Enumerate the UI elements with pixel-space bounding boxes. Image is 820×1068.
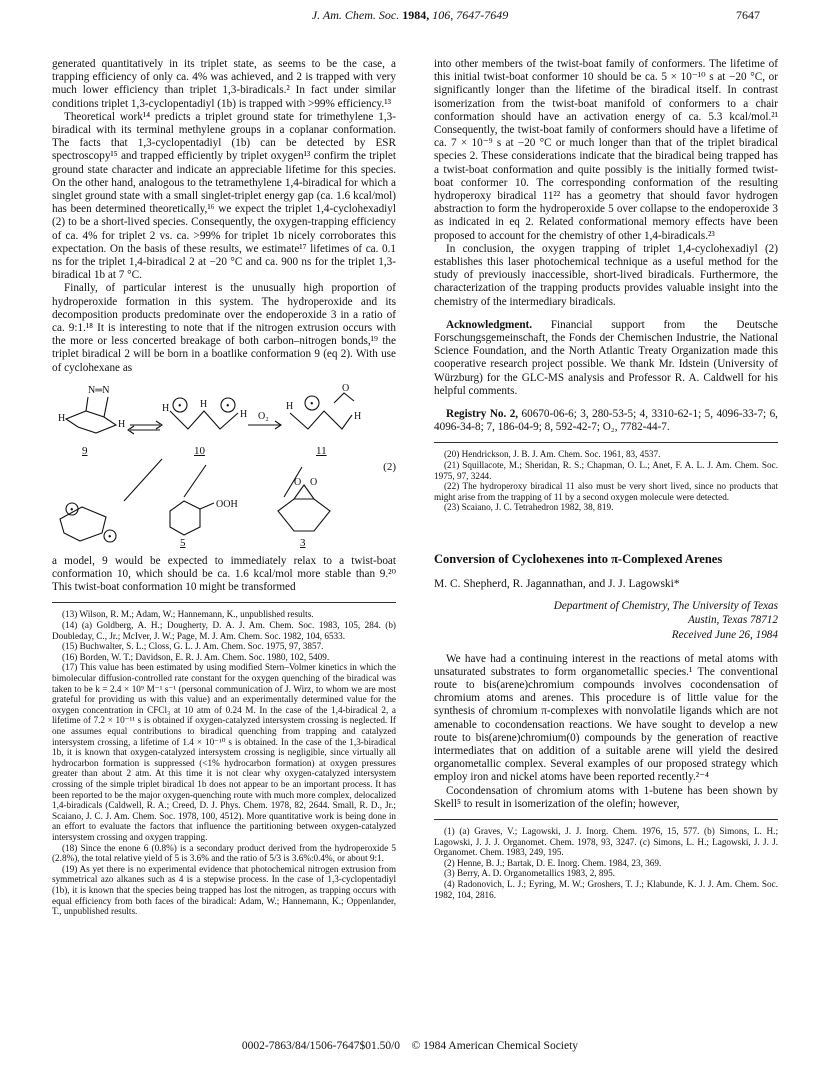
left-footnotes [52,609,396,916]
o-label-3b: O [310,476,318,488]
article-footnote-1: (1) (a) Graves, V.; Lagowski, J. J. Inorg. Chem. 1976, 15, 577. (b) Simons, L. H.; Lagowski, J. J. J. Organomet. Chem. 1978, 93, 3247. (c) Simons, L. H.; Lagowski, J. J. J. Organomet. Chem. 1983, 249, 195. [434,826,778,858]
label-compound-3: 3 [300,536,306,549]
footnote-13: (13) Wilson, R. M.; Adam, W.; Hannemann, K., unpublished results. [62,609,314,620]
journal-volume-pages: 106, 7647-7649 [432,8,509,22]
left-paragraph-2: Theoretical work¹⁴ predicts a triplet ground state for trimethylene 1,3-biradical with its terminal methylene groups in a coplanar conformation. The facts that 1,3-cyclopentadiyl (1b) can be detected by ESR spectroscopy¹⁵ and trapped efficiently by triplet oxygen¹³ confirm the triplet ground state character and indicate an appreciable lifetime for this species. On the other hand, analogous to the tetramethylene 1,4-biradical for which a singlet ground state with a small singlet-triplet energy gap (ca. 1.6 kcal/mol) has been determined theoretically,¹⁶ we expect the triplet 1,4-cyclohexadiyl (2) to be a short-lived species. Consequently, the oxygen-trapping efficiency of ca. 4% for triplet 2 vs. ca. >99% for triplet 1b nicely corroborates this expectation. On the basis of these results, we estimate¹⁷ lifetimes of ca. 0.1 ns for the triplet 1,4-biradical 2 at −20 °C and ca. 900 ns for the triplet 1,3-biradical 1b at 7 °C. [52,110,396,282]
article-footnote-4: (4) Radonovich, L. J.; Eyring, M. W.; Groshers, T. J.; Klabunde, K. J. J. Am. Chem. Soc. 1982, 104, 2816. [434,879,778,900]
left-paragraph-4: a model, 9 would be expected to immediately relax to a twist-boat conformation 10, which should be ca. 1.6 kcal/mol more stable than 9.²⁰ This twist-boat conformation 10 might be transformed [52,554,396,594]
article-paragraph-2: Cocondensation of chromium atoms with 1-butene has been shown by Skell⁵ to result in isomerization of the olefin; however, [434,784,778,810]
ooh-label: OOH [216,498,238,510]
article-title: Conversion of Cyclohexenes into π-Complexed Arenes [434,552,723,567]
acknowledgment-label: Acknowledgment. [446,318,533,331]
radical-dot-10a: • [178,400,182,412]
molecule-11-peroxy [334,393,354,403]
journal-year: 1984, [402,8,430,22]
footnote-22: (22) The hydroperoxy biradical 11 also must be very short lived, since no products that might arise from the trapping of 11 by a second oxygen molecule were detected. [434,481,778,502]
label-compound-11: 11 [316,444,327,457]
affiliation-line-2: Austin, Texas 78712 [687,614,778,627]
h-label-11a: H [286,400,294,412]
molecule-11-chain [290,411,352,429]
right-paragraph-2: In conclusion, the oxygen trapping of triplet 1,4-cyclohexadiyl (2) establishes this laser photochemical technique as a useful method for the study of previously inaccessible, short-lived biradicals. Furthermore, the characterization of the trapping products provides valuable insight into the chemistry of the intermediary biradicals. [434,242,778,308]
acknowledgment [434,319,778,398]
footnote-14: (14) (a) Goldberg, A. H.; Dougherty, D. A. J. Am. Chem. Soc. 1983, 105, 284. (b) Doubleday, C., Jr.; McIver, J. W.; Page, M. J. Am. Chem. Soc. 1982, 104, 6533. [52,620,396,641]
molecule-9-ring [66,411,116,433]
registry-text: 60670-06-6; 3, 280-53-5; 4, 3310-62-1; 5, 4096-33-7; 6, 4096-34-8; 7, 186-04-9; 8, 592-42-7; O₂, 7782-44-7. [434,408,778,434]
footer-copyright: © 1984 American Chemical Society [411,1040,579,1052]
acknowledgment-text: Financial support from the Deutsche Forschungsgemeinschaft, the Fonds der Chemischen Industrie, the National Science Foundation, and the North Atlantic Treaty Organization made this cooperative research project possible. We thank Mr. Idstein (University of Würzburg) for the GLC-MS analysis and Professor R. A. Caldwell for his helpful comments. [434,318,778,397]
equation-number: (2) [383,460,396,473]
molecule-3-ring [278,499,330,531]
article-footnotes [434,826,778,900]
footnote-17: (17) This value has been estimated by using modified Stern–Volmer kinetics in which the bimolecular diffusion-controlled rate constant for the oxygen quenching of the biradical was taken to be k = 2.4 × 10⁹ M⁻¹ s⁻¹ (personal communication of J. Wirz, to whom we are most grateful for providing us with this value) and an experimentally determined value for the oxygen concentration in CFCl₃ at 10 atm of 0.24 M. In the case of the 1,4-biradical 2, a lifetime of 7.2 × 10⁻¹¹ s is obtained if oxygen-catalyzed intersystem crossing is neglected. If one assumes equal contributions to biradical quenching from trapping and catalyzed intersystem crossing, a lifetime of 1.4 × 10⁻¹⁰ s is obtained. In the case of the 1,3-biradical 1b, it is known that oxygen-catalyzed intersystem crossing is negligible, since virtually all hydrocarbon formation is suppressed (<1% hydrocarbon formation) at oxygen pressures greater than about 2 atm. At this time it is not clear why oxygen-catalyzed intersystem crossing of the simple triplet biradical 1b does not appear to be an important process. It has been reported to be the major oxygen-quenching route with much more complex, delocalized 1,4-biradicals (Caldwell, R. A.; Creed, D. J. Phys. Chem. 1978, 82, 2644. Small, R. D., Jr.; Scaiano, J. C. J. Am. Chem. Soc. 1978, 100, 4512). More quantitative work is being done in an effort to evaluate the factors that influence the partitioning between oxygen-catalyzed intersystem crossing and oxygen trapping. [52,662,396,842]
radical-dot-left-b: • [108,531,112,543]
footer-code: 0002-7863/84/1506-7647$01.50/0 [241,1040,401,1052]
left-column [52,58,396,917]
label-compound-5: 5 [180,536,186,549]
o-label-3a: O [294,476,302,488]
label-compound-10: 10 [194,444,205,457]
scheme-drawing [52,381,396,551]
footnote-divider-right [434,442,778,443]
radical-dot-10b: • [226,400,230,412]
right-column [434,58,778,900]
footnote-divider-left [52,602,396,603]
article-footnote-2: (2) Henne, B. J.; Bartak, D. E. Inorg. Chem. 1984, 23, 369. [444,857,662,868]
arrow-to-left-products [124,459,162,501]
o-label-11: O [342,382,350,394]
article-authors: M. C. Shepherd, R. Jagannathan, and J. J. Lagowski* [434,578,680,591]
molecule-5-ring [170,501,200,535]
footnote-19: (19) As yet there is no experimental evidence that photochemical nitrogen extrusion from symmetrical azo alkanes such as 4 is a stepwise process. In the case of 1,3-cyclopentadiyl (1b), it is known that the species being trapped has lost the nitrogen, as trapping occurs with equal efficiency from both faces of the biradical: Adam, W.; Hannemann, K.; Oppenlander, T., unpublished results. [52,863,396,917]
h-label-9b: H [118,418,126,430]
right-paragraph-1: into other members of the twist-boat family of conformers. The lifetime of this initial twist-boat conformer 10 should be ca. 5 × 10⁻¹⁰ s at −20 °C, or significantly longer than the lifetime of the biradical itself. In contrast isomerization from the twist-boat manifold of conformers to a chair conformation should have an activation energy of ca. 5.3 kcal/mol.²¹ Consequently, the twist-boat family of conformers should have a lifetime of ca. 7 × 10⁻⁹ s at −20 °C or much longer than that of the triplet biradical species 2. These considerations indicate that the biradical being trapped has a twist-boat conformation and quite possibly is the initially formed twist-boat conformer 10. The corresponding conformation of the resulting hydroperoxy biradical 11²² has a geometry that should favor hydrogen abstraction to form the hydroperoxide 5 over collapse to the endoperoxide 3 as indicated in eq 2. Related conformational memory effects have been proposed to account for the chemistry of other 1,4-biradicals.²³ [434,58,778,242]
page-footer [0,1040,820,1052]
registry-numbers [434,408,778,434]
page-number: 7647 [736,8,760,22]
molecule-9-bridge [86,397,108,417]
footnote-18: (18) Since the enone 6 (0.8%) is a secondary product derived from the hydroperoxide 5 (2.8%), the total relative yield of 5 is 3.6% and the ratio of 5/3 is 3.6%:0.4%, or about 9:1. [52,842,396,864]
h-label-10b: H [200,398,208,410]
h-label-10c: H [240,408,248,420]
footnote-23: (23) Scaiano, J. C. Tetrahedron 1982, 38, 819. [444,502,614,513]
left-paragraph-3: Finally, of particular interest is the unusually high proportion of hydroperoxide formation in this system. The hydroperoxide and its decomposition products predominate over the endoperoxide 3 in a ratio of ca. 9:1.¹⁸ It is interesting to note that if the nitrogen extrusion occurs with the more or less concerted breakage of both carbon–nitrogen bonds,¹⁹ the triplet biradical 2 will be born in a boatlike conformation 9 (eq 2). With use of cyclohexane as [52,282,396,374]
affiliation-line-1: Department of Chemistry, The University of Texas [553,600,778,613]
footnote-16: (16) Borden, W. T.; Davidson, E. R. J. Am. Chem. Soc. 1980, 102, 5409. [62,651,330,662]
reaction-scheme-eq2 [52,381,396,551]
running-head-citation [0,8,820,23]
article-footnote-3: (3) Berry, A. D. Organometallics 1983, 2, 895. [444,868,615,879]
article-footnote-divider [434,819,778,820]
azo-label: N═N [88,384,110,396]
left-paragraph-1: generated quantitatively in its triplet state, as seems to be the case, a trapping efficiency of only ca. 4% was achieved, and 2 is trapped with very much lower efficiency than triplet 1,3-biradicals.² In fact under similar conditions triplet 1,3-cyclopentadiyl (1b) is trapped with >99% efficiency.¹³ [52,58,396,110]
h-label-11b: H [354,410,362,422]
arrow-to-5 [184,465,206,497]
radical-dot-left-a: • [70,504,74,516]
right-footnotes [434,449,778,513]
footnote-15: (15) Buchwalter, S. L.; Closs, G. L. J. Am. Chem. Soc. 1975, 97, 3857. [62,641,324,652]
molecule-5-substituent [200,503,214,509]
registry-label: Registry No. 2, [446,408,519,421]
article-paragraph-1: We have had a continuing interest in the reactions of metal atoms with unsaturated substrates to form organometallic species.¹ The conventional route to bis(arene)chromium compounds involves cocondensation of chromium atoms and arenes. This procedure is of little value for the synthesis of chromium π-complexes with nonvolatile ligands which are not amenable to cocondensation reactions. We have sought to develop a new route to bis(arene)chromium(0) compounds by the generation of reactive intermediates that on addition of a suitable arene will yield the desired organometallic complex. Several examples of our proposed strategy which employ iron and nickel atoms have been reported recently.²⁻⁴ [434,652,778,784]
received-date: Received June 26, 1984 [671,629,778,642]
h-label-9a: H [58,412,66,424]
molecule-10-chain [170,411,238,429]
article-affiliation [434,599,778,627]
label-compound-9: 9 [82,444,88,457]
footnote-21: (21) Squillacote, M.; Sheridan, R. S.; Chapman, O. L.; Anet, F. A. L. J. Am. Chem. Soc. 1975, 97, 3244. [434,460,778,481]
journal-name: J. Am. Chem. Soc. [311,8,400,22]
radical-dot-11: • [310,398,314,410]
o2-label: O₂ [258,410,269,422]
running-head [0,8,820,28]
footnote-20: (20) Hendrickson, J. B. J. Am. Chem. Soc. 1961, 83, 4537. [444,449,661,460]
h-label-10a: H [162,402,170,414]
